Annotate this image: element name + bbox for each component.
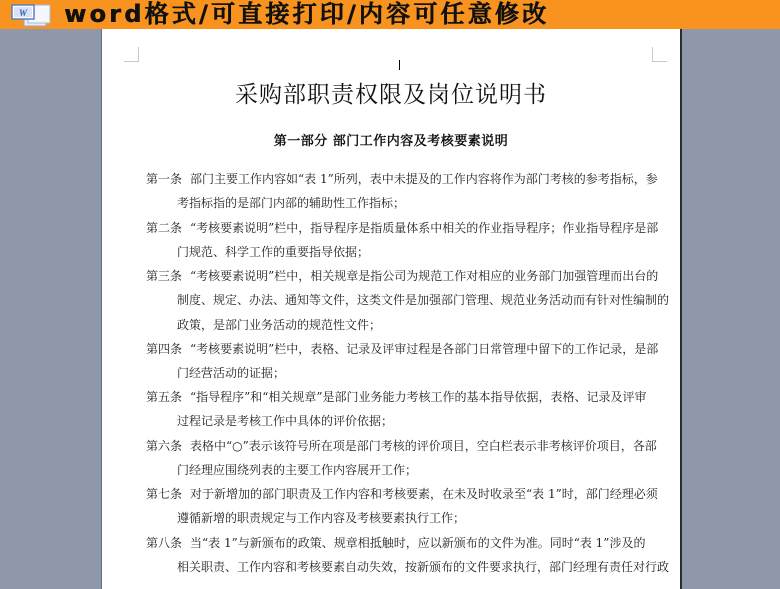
article-text: 政策，是部门业务活动的规范性文件； — [177, 317, 382, 332]
article-text: “考核要素说明”栏中，相关规章是指公司为规范工作对相应的业务部门加强管理而出台的 — [190, 269, 659, 283]
section-title: 第一部分 部门工作内容及考核要素说明 — [273, 134, 509, 149]
article-text: 过程记录是考核工作中具体的评价依据； — [177, 414, 394, 429]
article-4 — [146, 337, 666, 386]
article-text: 遵循新增的职责规定与工作内容及考核要素执行工作； — [177, 511, 466, 526]
article-7 — [146, 482, 666, 531]
article-text: 当“表 1”与新颁布的政策、规章相抵触时，应以新颁布的文件为准。同时“表 1”涉及的 — [190, 535, 646, 550]
document-page[interactable] — [101, 29, 682, 589]
article-2 — [146, 216, 666, 265]
margin-corner-mark-left — [124, 47, 139, 62]
article-label: 第七条 — [146, 487, 183, 501]
text-cursor — [399, 60, 400, 70]
article-text: 相关职责、工作内容和考核要素自动失效，按新颁布的文件要求执行，部门经理有责任对行政 — [177, 559, 670, 574]
svg-text:W: W — [18, 8, 28, 18]
article-text: “考核要素说明”栏中，表格、记录及评审过程是各部门日常管理中留下的工作记录，是部 — [190, 341, 659, 356]
article-text: “指导程序”和“相关规章”是部门业务能力考核工作的基本指导依据，表格、记录及评审 — [190, 390, 647, 404]
article-5 — [146, 385, 666, 434]
article-label: 第一条 — [146, 172, 183, 186]
article-label: 第六条 — [146, 438, 183, 453]
article-3 — [146, 264, 670, 337]
article-6 — [146, 434, 666, 483]
article-1 — [146, 167, 666, 216]
banner — [0, 0, 780, 29]
banner-text: word格式/可直接打印/内容可任意修改 — [64, 0, 550, 28]
article-text: 门经营活动的证据； — [177, 365, 286, 380]
document-title: 采购部职责权限及岗位说明书 — [235, 82, 547, 108]
word-document-icon — [10, 3, 54, 27]
article-text: 对于新增加的部门职责及工作内容和考核要素，在未及时收录至“表 1”时，部门经理必须 — [190, 487, 658, 501]
article-label: 第三条 — [146, 269, 183, 283]
article-label: 第八条 — [146, 535, 183, 550]
article-text: 制度、规定、办法、通知等文件，这类文件是加强部门管理、规范业务活动而有针对性编制的 — [177, 293, 670, 308]
article-8 — [146, 531, 670, 580]
article-text: 部门主要工作内容如“表 1”所列，表中未提及的工作内容将作为部门考核的参考指标，参 — [190, 172, 658, 186]
article-label: 第五条 — [146, 390, 183, 404]
article-text: “考核要素说明”栏中，指导程序是指质量体系中相关的作业指导程序；作业指导程序是部 — [190, 220, 659, 235]
margin-corner-mark-right — [652, 47, 667, 62]
article-text: 考指标指的是部门内部的辅助性工作指标； — [177, 196, 406, 211]
article-text: 门经理应围绕列表的主要工作内容展开工作； — [177, 462, 418, 477]
article-label: 第四条 — [146, 341, 183, 356]
article-label: 第二条 — [146, 220, 183, 235]
article-text: 表格中“○”表示该符号所在项是部门考核的评价项目，空白栏表示非考核评价项目，各部 — [190, 438, 657, 453]
article-text: 门规范、科学工作的重要指导依据； — [177, 244, 370, 259]
